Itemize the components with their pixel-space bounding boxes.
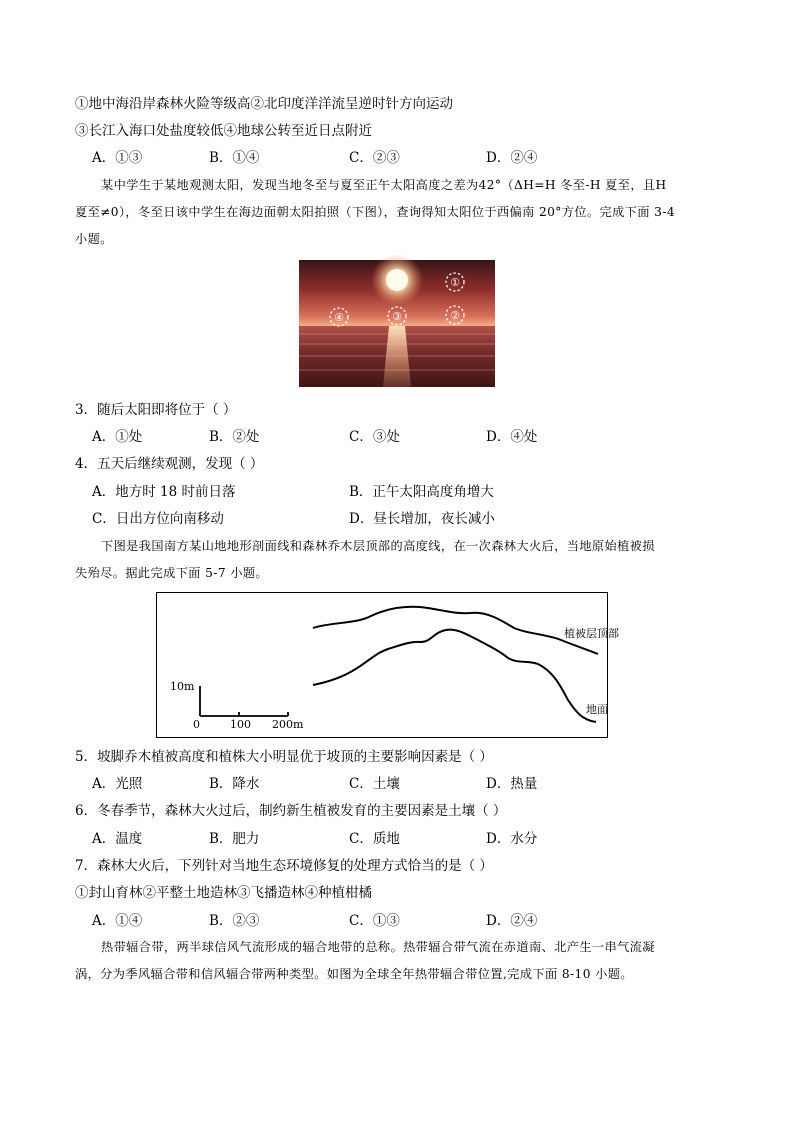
intro-5-7-line2: 失殆尽。据此完成下面 5-7 小题。 bbox=[75, 566, 269, 580]
option-a: A．光照 bbox=[92, 776, 143, 792]
canopy-label: 植被层顶部 bbox=[564, 627, 619, 640]
question-6-stem: 6．冬春季节，森林大火过后，制约新生植被发育的主要因素是土壤（ ） bbox=[75, 803, 507, 819]
scale-100-label: 100 bbox=[230, 718, 251, 731]
question-4-stem: 4．五天后继续观测，发现（ ） bbox=[75, 456, 264, 472]
question-5-stem: 5．坡脚乔木植被高度和植株大小明显优于坡顶的主要影响因素是（ ） bbox=[75, 749, 493, 765]
intro-3-4-line1: 某中学生于某地观测太阳，发现当地冬至与夏至正午太阳高度之差为42°（ΔH=H 冬至-H 夏至，且H bbox=[101, 178, 667, 192]
option-d: D．水分 bbox=[486, 831, 538, 847]
prev-question-line2: ③长江入海口处盐度较低④地球公转至近日点附近 bbox=[75, 123, 372, 139]
option-c: C．①③ bbox=[349, 913, 400, 929]
option-b: B．②③ bbox=[209, 913, 260, 929]
marker-2: ② bbox=[450, 309, 460, 322]
option-c: C．③处 bbox=[349, 429, 400, 445]
intro-8-10-line1: 热带辐合带，两半球信风气流形成的辐合地带的总称。热带辐合带气流在赤道南、北产生一串气流凝 bbox=[101, 940, 655, 954]
terrain-profile-figure bbox=[156, 592, 619, 738]
intro-5-7-line1: 下图是我国南方某山地地形剖面线和森林乔木层顶部的高度线，在一次森林大火后，当地原始植被损 bbox=[101, 539, 655, 553]
option-a: A．温度 bbox=[92, 831, 143, 847]
option-b: B．肥力 bbox=[209, 831, 260, 847]
question-3-stem: 3．随后太阳即将位于（ ） bbox=[75, 402, 237, 418]
marker-4: ④ bbox=[334, 311, 344, 324]
option-d: D．②④ bbox=[486, 913, 538, 929]
scale-vertical-label: 10m bbox=[170, 680, 195, 693]
intro-8-10 bbox=[75, 934, 715, 988]
intro-3-4-line3: 小题。 bbox=[75, 232, 113, 246]
option-c: C．日出方位向南移动 bbox=[92, 511, 224, 527]
option-c: C．质地 bbox=[349, 831, 400, 847]
question-7-stem: 7．森林大火后，下列针对当地生态环境修复的处理方式恰当的是（ ） bbox=[75, 858, 493, 874]
option-d: D．昼长增加，夜长减小 bbox=[349, 511, 495, 527]
prev-question-line1: ①地中海沿岸森林火险等级高②北印度洋洋流呈逆时针方向运动 bbox=[75, 96, 453, 112]
intro-3-4-line2: 夏至≠0），冬至日该中学生在海边面朝太阳拍照（下图），查询得知太阳位于西偏南 20°方位。完成下面 3-4 bbox=[75, 205, 676, 219]
intro-8-10-line2: 涡，分为季风辐合带和信风辐合带两种类型。如图为全球全年热带辐合带位置,完成下面 8-10 小题。 bbox=[75, 967, 633, 981]
sunset-photo bbox=[299, 260, 495, 387]
scale-0-label: 0 bbox=[193, 718, 200, 731]
option-b: B．①④ bbox=[209, 150, 260, 166]
option-a: A．①处 bbox=[92, 429, 143, 445]
marker-1: ① bbox=[450, 276, 460, 289]
option-b: B．②处 bbox=[209, 429, 260, 445]
scale-200-label: 200m bbox=[272, 718, 304, 731]
option-a: A．①④ bbox=[92, 913, 143, 929]
intro-3-4 bbox=[75, 172, 715, 253]
intro-5-7 bbox=[75, 533, 715, 587]
option-d: D．热量 bbox=[486, 776, 538, 792]
option-b: B．降水 bbox=[209, 776, 260, 792]
question-7-choices: ①封山育林②平整土地造林③飞播造林④种植柑橘 bbox=[75, 885, 372, 901]
marker-3: ③ bbox=[392, 310, 402, 323]
option-b: B．正午太阳高度角增大 bbox=[349, 484, 494, 500]
option-a: A．地方时 18 时前日落 bbox=[92, 484, 236, 500]
option-d: D．④处 bbox=[486, 429, 538, 445]
ground-label: 地面 bbox=[586, 703, 608, 716]
option-a: A．①③ bbox=[92, 150, 143, 166]
option-d: D．②④ bbox=[486, 150, 538, 166]
option-c: C．土壤 bbox=[349, 776, 400, 792]
option-c: C．②③ bbox=[349, 150, 400, 166]
